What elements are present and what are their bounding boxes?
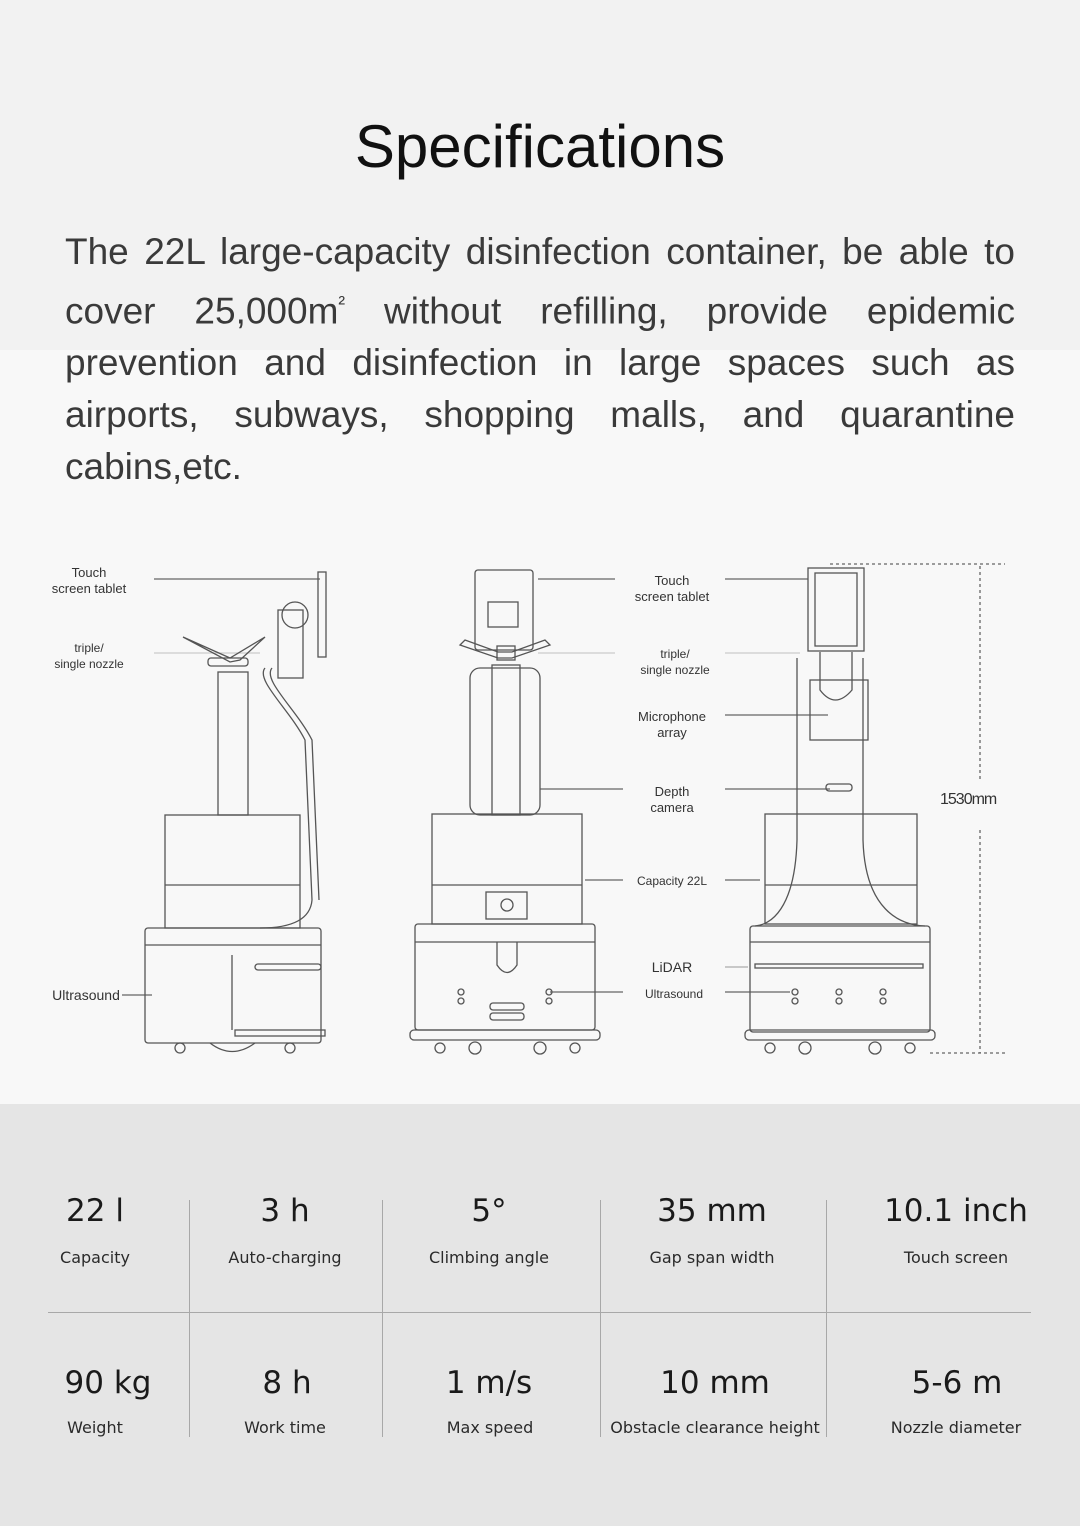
intro-text-2: without refilling, provide epidemic prevention and disinfection in large spaces such as airports, subways, shopping malls, and quarantine cabins,etc. (65, 290, 1015, 488)
grid-divider-vertical (826, 1200, 827, 1437)
spec-label-obstacle-clearance: Obstacle clearance height (610, 1418, 820, 1437)
spec-value-capacity: 22 l (66, 1193, 124, 1229)
intro-superscript: ² (338, 293, 346, 315)
spec-label-touch-screen: Touch screen (903, 1248, 1009, 1267)
robot-back-view (745, 568, 935, 1054)
spec-label-climbing-angle: Climbing angle (428, 1248, 550, 1267)
grid-divider-vertical (189, 1200, 190, 1437)
spec-value-touch-screen: 10.1 inch (884, 1193, 1028, 1229)
grid-divider-vertical (600, 1200, 601, 1437)
spec-label-auto-charging: Auto-charging (228, 1248, 342, 1267)
label-capacity: Capacity 22L (636, 874, 708, 888)
label-ultrasound: Ultrasound (644, 987, 704, 1001)
spec-value-nozzle-diameter: 5-6 m (911, 1365, 1003, 1401)
label-touch-screen: Touch screen tablet (634, 573, 710, 604)
robot-side-view (145, 572, 326, 1053)
spec-value-auto-charging: 3 h (260, 1193, 310, 1229)
spec-grid-background (0, 1104, 1080, 1526)
spec-label-nozzle-diameter: Nozzle diameter (890, 1418, 1022, 1437)
label-ultrasound-left: Ultrasound (52, 987, 120, 1003)
spec-value-work-time: 8 h (262, 1365, 312, 1401)
spec-label-max-speed: Max speed (446, 1418, 534, 1437)
spec-value-climbing-angle: 5° (471, 1193, 507, 1229)
intro-paragraph (65, 226, 1015, 493)
spec-value-max-speed: 1 m/s (445, 1365, 533, 1401)
spec-value-gap-span: 35 mm (657, 1193, 767, 1229)
height-dimension-label: 1530mm (940, 791, 997, 808)
spec-value-weight: 90 kg (64, 1365, 152, 1401)
robot-diagram (0, 540, 1080, 1070)
label-nozzle: triple/ single nozzle (640, 647, 710, 677)
label-touch-screen-left: Touch screen tablet (51, 565, 127, 596)
label-lidar: LiDAR (651, 959, 693, 975)
grid-divider-horizontal (48, 1312, 1031, 1313)
spec-label-work-time: Work time (244, 1418, 326, 1437)
page-title: Specifications (354, 113, 726, 180)
leader-lines (122, 579, 830, 995)
spec-value-obstacle-clearance: 10 mm (660, 1365, 770, 1401)
intro-text-1: The 22L large-capacity disinfection container, be able to cover 25,000m (65, 231, 1015, 332)
label-microphone-array: Microphone array (638, 709, 706, 740)
label-depth-camera: Depth camera (650, 784, 694, 815)
spec-label-gap-span: Gap span width (649, 1248, 775, 1267)
spec-label-weight: Weight (67, 1418, 123, 1437)
robot-front-view (410, 570, 600, 1054)
grid-divider-vertical (382, 1200, 383, 1437)
label-nozzle-left: triple/ single nozzle (54, 641, 124, 671)
spec-label-capacity: Capacity (60, 1248, 130, 1267)
